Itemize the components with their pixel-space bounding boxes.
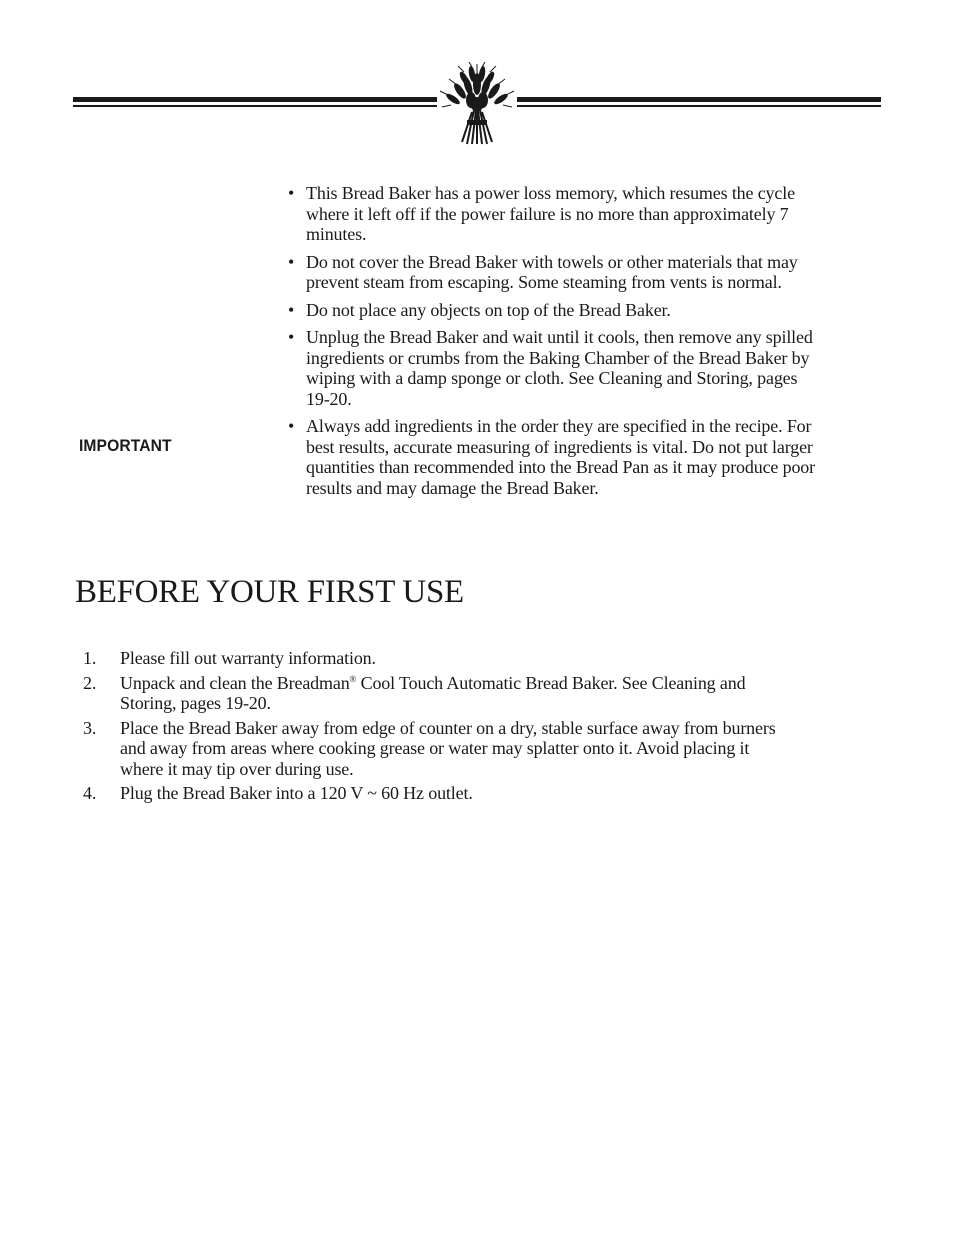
- step-item: [78, 718, 778, 780]
- step-text: Plug the Bread Baker into a 120 V ~ 60 Hz outlet.: [120, 783, 473, 803]
- step-number: 2.: [83, 672, 97, 693]
- step-text: Place the Bread Baker away from edge of counter on a dry, stable surface away from burners and away from areas where cooking grease or water may splatter onto it. Avoid placing it where it may tip over during use.: [120, 717, 776, 779]
- step-item: [78, 673, 778, 714]
- bullet-marker: •: [288, 251, 295, 272]
- step-item: [78, 648, 778, 669]
- step-number: 1.: [83, 648, 97, 668]
- bullet-item: [288, 416, 818, 498]
- section-title: BEFORE YOUR FIRST USE: [75, 574, 464, 610]
- bullet-item: [288, 252, 818, 293]
- wheat-sheaf-icon: [437, 62, 517, 146]
- bullet-marker: •: [288, 183, 295, 203]
- bullet-text: This Bread Baker has a power loss memory, which resumes the cycle where it left off if the power failure is no more than approximately 7 minutes.: [306, 183, 795, 244]
- bullet-item: [288, 183, 818, 245]
- bullet-marker: •: [288, 416, 295, 436]
- step-text-before: Unpack and clean the Breadman: [120, 672, 350, 693]
- bullet-text: Unplug the Bread Baker and wait until it cools, then remove any spilled ingredients or crumbs from the Baking Chamber of the Bread Baker by wiping with a damp sponge or cloth. See Cleaning and Storing, pages 19-20.: [306, 327, 813, 409]
- bullet-marker: •: [288, 327, 295, 347]
- bullet-item: [288, 327, 818, 409]
- step-text: Please fill out warranty information.: [120, 648, 376, 668]
- bullet-marker: •: [288, 299, 295, 320]
- registered-mark: ®: [349, 673, 357, 684]
- bullet-text: Do not cover the Bread Baker with towels or other materials that may prevent steam from escaping. Some steaming from vents is normal.: [306, 251, 798, 292]
- bullet-text: Always add ingredients in the order they are specified in the recipe. For best results, accurate measuring of ingredients is vital. Do not put larger quantities than recommended into the Bread Pan as it may produce poor results and may damage the Bread Baker.: [306, 416, 816, 498]
- bullet-item: [288, 300, 818, 321]
- bullet-text: Do not place any objects on top of the Bread Baker.: [306, 299, 671, 320]
- step-number: 3.: [83, 717, 97, 738]
- step-text-after: Cool Touch Automatic Bread Baker. See Cleaning and Storing, pages 19-20.: [120, 672, 746, 713]
- step-number: 4.: [83, 783, 97, 803]
- notes-bullet-list: [288, 183, 818, 505]
- important-label: IMPORTANT: [79, 436, 172, 455]
- first-use-steps-list: [78, 648, 778, 808]
- step-item: [78, 783, 778, 804]
